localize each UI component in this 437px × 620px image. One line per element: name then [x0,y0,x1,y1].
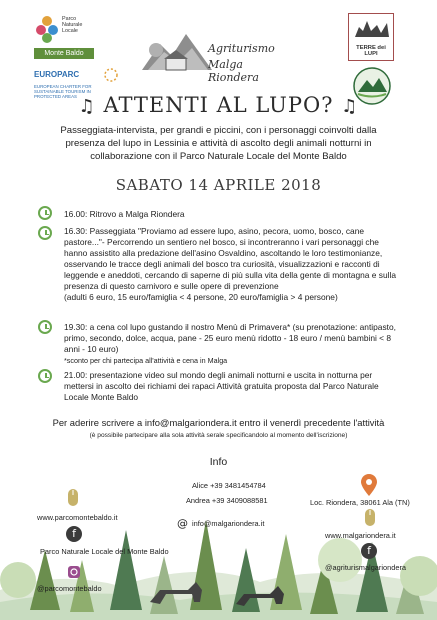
page-title [0,93,437,117]
agriturismo-line-1: Agriturismo [208,42,275,55]
facebook-icon[interactable]: f [361,543,377,559]
parco-line-2: Naturale [62,22,83,28]
clock-icon [38,226,52,240]
location-address: Loc. Riondera, 38061 Ala (TN) [310,498,410,507]
agriturismo-line-2: Malga Riondera [208,58,259,84]
music-note-left-icon: ♫ [78,96,96,117]
clock-icon [38,369,52,383]
website-left[interactable]: www.parcomontebaldo.it [37,513,118,522]
event-item-3 [64,322,404,366]
instagram-left[interactable]: @parcomontebaldo [37,584,102,593]
event-1-text: 16.00: Ritrovo a Malga Riondera [64,209,185,219]
signup-instructions: Per aderire scrivere a info@malgariondera.it entro il venerdì precedente l'attività [52,417,385,428]
facebook-right[interactable]: @agriturismalgariondera [325,563,407,572]
page-title-text: ATTENTI AL LUPO? [103,93,334,117]
email-address[interactable]: info@malgariondera.it [192,519,265,528]
location-pin-icon [361,474,377,496]
malga-landscape-icon [142,22,212,82]
wolves-silhouette-icon [351,17,391,41]
info-title: Info [209,456,228,468]
event-item-2 [64,226,404,303]
europarc-subtitle: EUROPEAN CHARTER FOR SUSTAINABLE TOURISM IN PROTECTED AREAS [34,84,92,100]
event-2-note: (adulti 6 euro, 15 euro/famiglia < 4 persone, 20 euro/famiglia > 4 persone) [64,292,338,302]
signup-note: (è possibile partecipare alla sola attività serale specificandolo al momento dell'iscrizione) [89,432,348,439]
terre-lupi-text: TERRE dei LUPI [356,45,386,57]
website-right[interactable]: www.malgariondera.it [325,531,396,540]
parco-line-1: Parco [62,16,77,22]
parco-name: Monte Baldo [44,50,84,57]
terre-dei-lupi-logo [348,13,394,61]
phone-alice: Alice +39 3481454784 [192,481,266,490]
parco-line-3: Locale [62,28,78,34]
clock-icon [38,206,52,220]
parco-figure-icon [34,14,60,46]
europarc-title: EUROPARC [34,70,80,79]
mouse-icon [67,488,79,508]
event-date: SABATO 14 APRILE 2018 [115,176,322,194]
facebook-left[interactable]: Parco Naturale Locale del Monte Baldo [40,547,169,556]
event-3-text: 19.30: a cena col lupo gustando il nostro Menù di Primavera* (su prenotazione: antipasto, primo, secondo, dolce, acqua, pane - 25 euro menù ridotto - 18 euro / menù bambini < 8 anni - 10 euro) [64,322,396,354]
event-item-4 [64,370,404,403]
instagram-icon[interactable] [67,565,81,579]
parco-monte-baldo-logo [34,12,96,64]
facebook-icon[interactable]: f [66,526,82,542]
event-item-1 [64,209,404,220]
music-note-right-icon: ♫ [341,96,359,117]
europarc-star-icon [104,68,118,82]
event-2-text: 16.30: Passeggiata "Proviamo ad essere lupo, asino, pecora, uomo, bosco, cane pastore..."- Percorrendo un sentiero nel bosco, si incontreranno i vari personaggi che hanno assistito alla predazione dell'asino Osvaldino, ascoltando le loro testimonianze, osservando le tracce degli animali del bosco tra curiosità, visualizzazioni e racconti di leggende e aneddoti, cercando di saperne di più sulla vita della gente di montagna e sulla presenza di questo carnivoro e sulle opere di prevenzione [64,226,396,291]
intro-text: Passeggiata-intervista, per grandi e piccini, con i personaggi coinvolti dalla presenza del lupo in Lessinia e attività di ascolto degli animali notturni in collaborazione con il Parco Naturale Locale del Monte Baldo [60,125,377,162]
clock-icon [38,320,52,334]
event-4-text: 21.00: presentazione video sul mondo degli animali notturni e uscita in notturna per mettersi in ascolto dei richiami dei rapaci Attività gratuita proposta dal Parco Naturale Locale Monte Baldo [64,370,379,402]
event-3-note: *sconto per chi partecipa all'attività e cena in Malga [64,356,228,365]
parco-name-badge [34,48,94,59]
mouse-icon [364,508,376,528]
agriturismo-malga-riondera-logo [142,22,287,86]
email-icon: @ [177,517,188,530]
phone-andrea: Andrea +39 3409088581 [186,496,268,505]
